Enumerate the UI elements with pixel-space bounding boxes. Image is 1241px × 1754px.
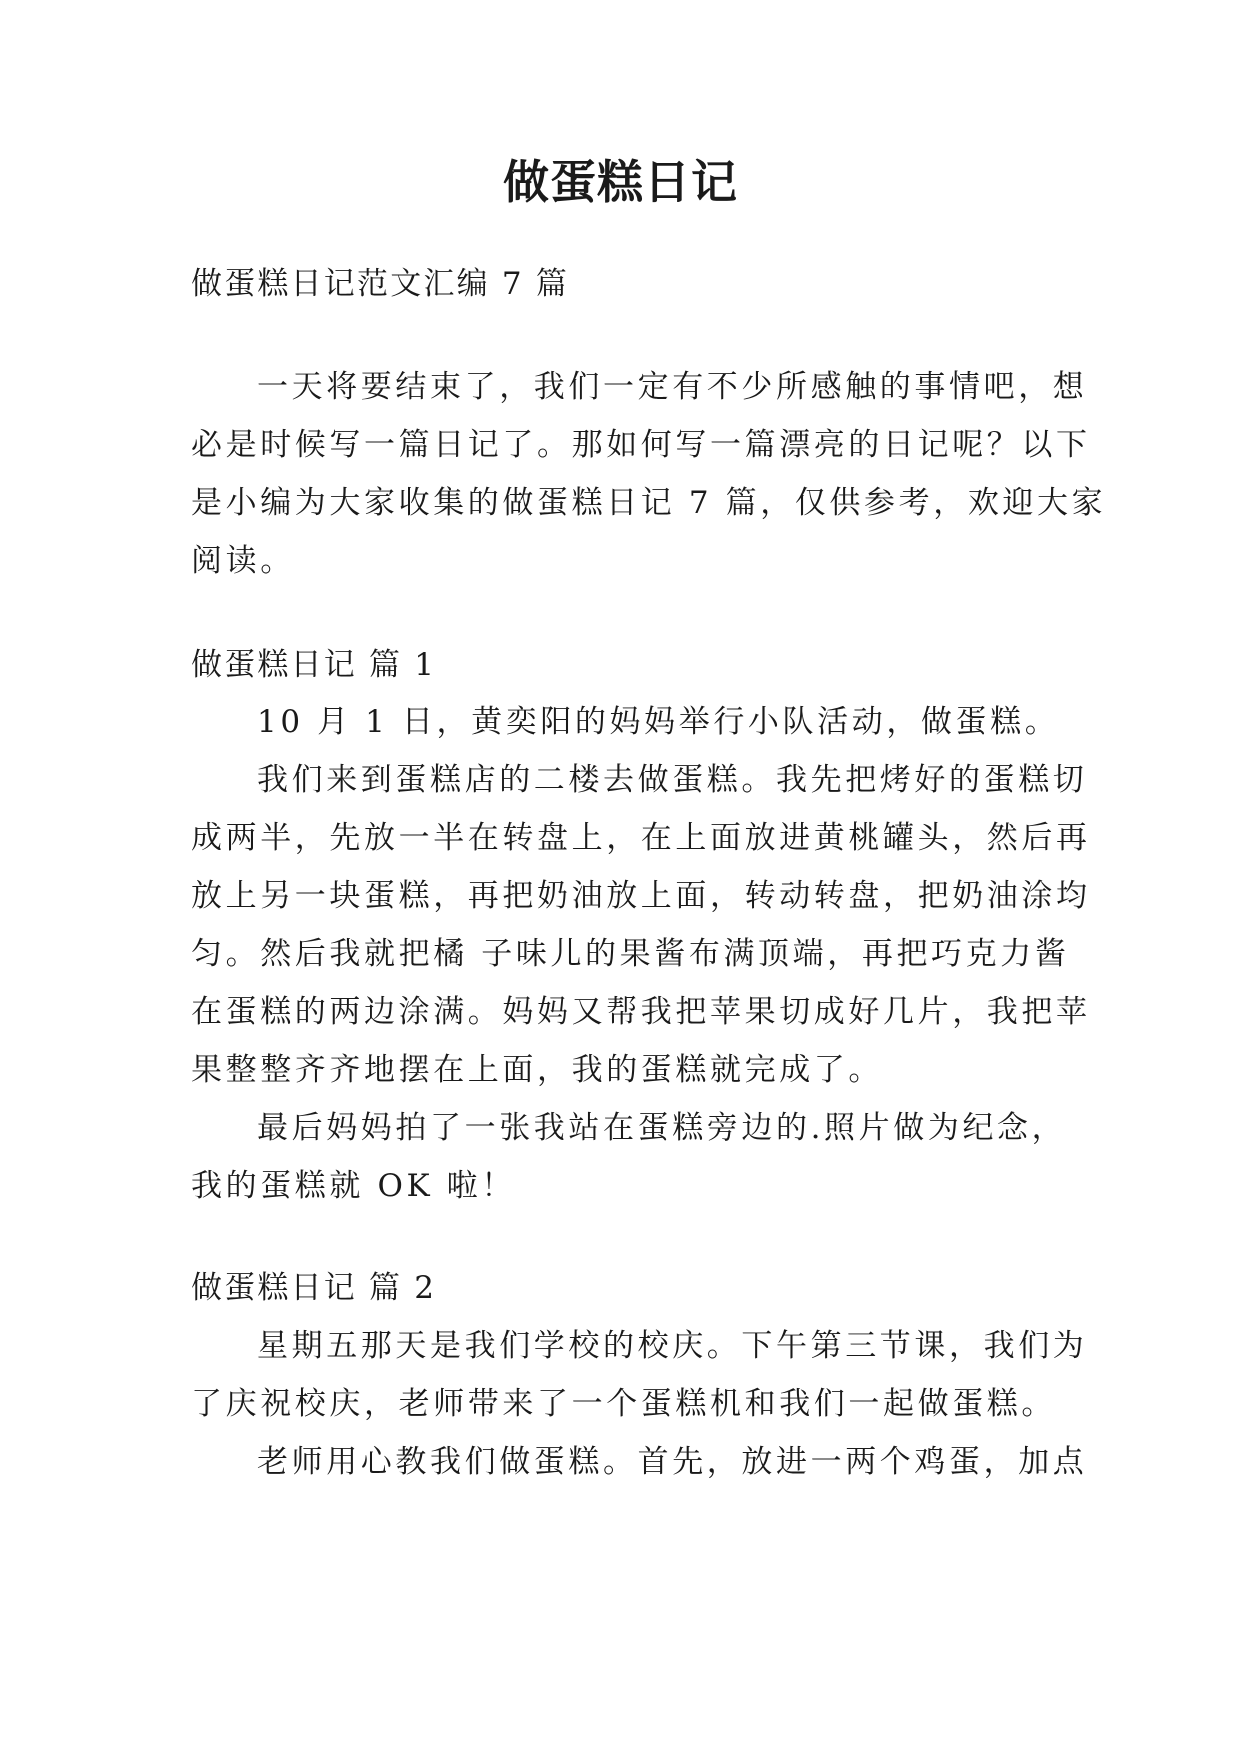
entry1-line-1: 10 月 1 日，黄奕阳的妈妈举行小队活动，做蛋糕。 — [257, 704, 1060, 740]
document-subtitle: 做蛋糕日记范文汇编 7 篇 — [191, 266, 570, 302]
document-title: 做蛋糕日记 — [503, 155, 738, 209]
entry2-line-2: 了庆祝校庆，老师带来了一个蛋糕机和我们一起做蛋糕。 — [191, 1386, 1056, 1422]
entry1-line-7: 果整整齐齐地摆在上面，我的蛋糕就完成了。 — [191, 1052, 883, 1088]
entry1-line-6: 在蛋糕的两边涂满。妈妈又帮我把苹果切成好几片，我把苹 — [191, 994, 1091, 1030]
entry2-line-1: 星期五那天是我们学校的校庆。下午第三节课，我们为 — [257, 1328, 1088, 1364]
intro-line-1: 一天将要结束了，我们一定有不少所感触的事情吧，想 — [257, 369, 1088, 405]
section-heading-1: 做蛋糕日记 篇 1 — [191, 647, 437, 683]
entry1-line-9: 我的蛋糕就 OK 啦！ — [191, 1168, 516, 1204]
entry1-line-4: 放上另一块蛋糕，再把奶油放上面，转动转盘，把奶油涂均 — [191, 878, 1091, 914]
entry1-line-2: 我们来到蛋糕店的二楼去做蛋糕。我先把烤好的蛋糕切 — [257, 762, 1088, 798]
entry2-line-3: 老师用心教我们做蛋糕。首先，放进一两个鸡蛋，加点 — [257, 1444, 1088, 1480]
entry1-line-8: 最后妈妈拍了一张我站在蛋糕旁边的.照片做为纪念， — [257, 1110, 1067, 1146]
entry1-line-5: 匀。然后我就把橘 子味儿的果酱布满顶端，再把巧克力酱 — [191, 936, 1070, 972]
intro-line-2: 必是时候写一篇日记了。那如何写一篇漂亮的日记呢？以下 — [191, 427, 1091, 463]
intro-line-4: 阅读。 — [191, 543, 295, 579]
entry1-line-3: 成两半，先放一半在转盘上，在上面放进黄桃罐头，然后再 — [191, 820, 1091, 856]
intro-line-3: 是小编为大家收集的做蛋糕日记 7 篇，仅供参考，欢迎大家 — [191, 485, 1107, 521]
section-heading-2: 做蛋糕日记 篇 2 — [191, 1270, 437, 1306]
